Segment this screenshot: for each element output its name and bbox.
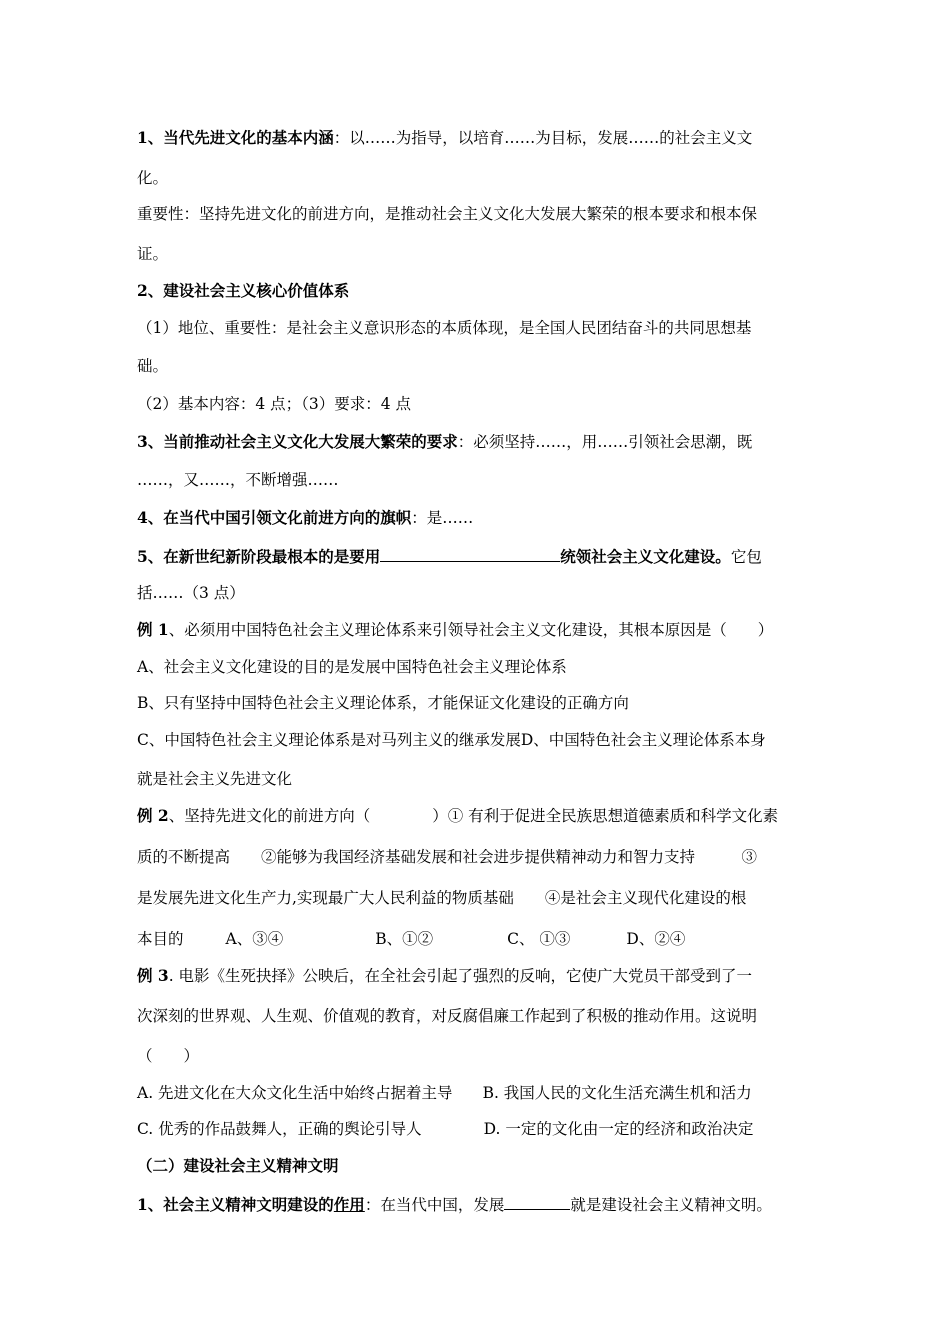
example-2-label: 例 2: [137, 806, 169, 825]
item-5-line: [137, 545, 762, 567]
item-1-line: [137, 128, 752, 148]
example-1-option-c: C、中国特色社会主义理论体系是对马列主义的继承发展D、中国特色社会主义理论体系本身: [137, 731, 766, 749]
example-2-option-a: A、③④: [225, 930, 284, 948]
item-1-importance: 重要性：坚持先进文化的前进方向，是推动社会主义文化大发展大繁荣的根本要求和根本保: [137, 205, 758, 223]
example-3-option-b: B. 我国人民的文化生活充满生机和活力: [482, 1084, 752, 1102]
example-2-option-d: D、②④: [626, 930, 686, 948]
example-2-line-2: 质的不断提高 ②能够为我国经济基础发展和社会进步提供精神动力和智力支持 ③: [137, 848, 758, 866]
example-2-line-4: [137, 929, 685, 949]
section-2-item-1-heading-underlined: 作用: [333, 1195, 365, 1214]
item-3-heading: 3、当前推动社会主义文化大发展大繁荣的要求: [137, 432, 458, 451]
item-1-body: ：以……为指导，以培育……为目标，发展……的社会主义文: [333, 129, 753, 147]
example-3-option-a: A. 先进文化在大众文化生活中始终占据着主导: [137, 1084, 453, 1102]
item-1-importance-continuation: 证。: [137, 245, 169, 263]
item-2-heading: 2、建设社会主义核心价值体系: [137, 281, 350, 300]
example-3-text-1: . 电影《生死抉择》公映后，在全社会引起了强烈的反响，它使广大党员干部受到了一: [168, 967, 753, 985]
item-4-body: ：是……: [411, 509, 474, 527]
example-2-line-1: [137, 806, 778, 826]
example-3-line-2: 次深刻的世界观、人生观、价值观的教育，对反腐倡廉工作起到了积极的推动作用。这说明: [137, 1007, 758, 1025]
item-2-point-1: （1）地位、重要性：是社会主义意识形态的本质体现，是全国人民团结奋斗的共同思想基: [137, 319, 752, 337]
example-2-line-3: 是发展先进文化生产力,实现最广大人民利益的物质基础 ④是社会主义现代化建设的根: [137, 889, 747, 907]
item-1-heading: 1、当代先进文化的基本内涵: [137, 128, 334, 147]
item-5-heading: 5、在新世纪新阶段最根本的是要用: [137, 547, 381, 566]
example-1-question: 、必须用中国特色社会主义理论体系来引领导社会主义文化建设，其根本原因是（ ）: [168, 621, 774, 639]
section-2-item-1: [137, 1193, 772, 1215]
example-3-options-ab: [137, 1083, 752, 1103]
example-3-options-cd: [137, 1119, 753, 1139]
item-5-tail-bold: 统领社会主义文化建设。: [560, 547, 731, 566]
section-2-item-1-blank: [504, 1193, 570, 1210]
item-2-point-1-continuation: 础。: [137, 357, 169, 375]
example-2-text-4: 本目的: [137, 930, 184, 948]
section-2-item-1-tail: 就是建设社会主义精神文明。: [570, 1196, 772, 1214]
item-1-continuation: 化。: [137, 169, 169, 187]
item-4-line: [137, 508, 473, 528]
example-2-text-1: 、坚持先进文化的前进方向（ ）① 有利于促进全民族思想道德素质和科学文化素: [168, 807, 779, 825]
section-2-item-1-body: ：在当代中国，发展: [364, 1196, 505, 1214]
example-3-label: 例 3: [137, 966, 169, 985]
example-1-option-a: A、社会主义文化建设的目的是发展中国特色社会主义理论体系: [137, 658, 567, 676]
example-1-stem: [137, 620, 773, 640]
item-3-continuation: ……，又……，不断增强……: [137, 471, 339, 489]
item-5-tail: 它包: [730, 548, 762, 566]
example-3-option-c: C. 优秀的作品鼓舞人，正确的舆论引导人: [137, 1120, 422, 1138]
example-1-option-b: B、只有坚持中国特色社会主义理论体系，才能保证文化建设的正确方向: [137, 694, 629, 712]
example-2-option-c: C、 ①③: [507, 930, 571, 948]
item-5-continuation: 括……（3 点）: [137, 584, 245, 602]
example-1-label: 例 1: [137, 620, 169, 639]
example-2-option-b: B、①②: [375, 930, 434, 948]
item-5-blank: [380, 545, 560, 562]
item-3-line: [137, 432, 752, 452]
item-4-heading: 4、在当代中国引领文化前进方向的旗帜: [137, 508, 412, 527]
example-3-line-3: （ ）: [137, 1047, 200, 1065]
example-1-option-c-continuation: 就是社会主义先进文化: [137, 770, 293, 788]
example-3-line-1: [137, 966, 752, 986]
example-3-option-d: D. 一定的文化由一定的经济和政治决定: [483, 1120, 754, 1138]
item-2-point-2: （2）基本内容：4 点；（3）要求：4 点: [137, 395, 412, 413]
item-3-body: ：必须坚持……，用……引领社会思潮，既: [457, 433, 753, 451]
section-2-item-1-heading: 1、社会主义精神文明建设的: [137, 1195, 334, 1214]
section-2-title: （二）建设社会主义精神文明: [137, 1156, 339, 1175]
